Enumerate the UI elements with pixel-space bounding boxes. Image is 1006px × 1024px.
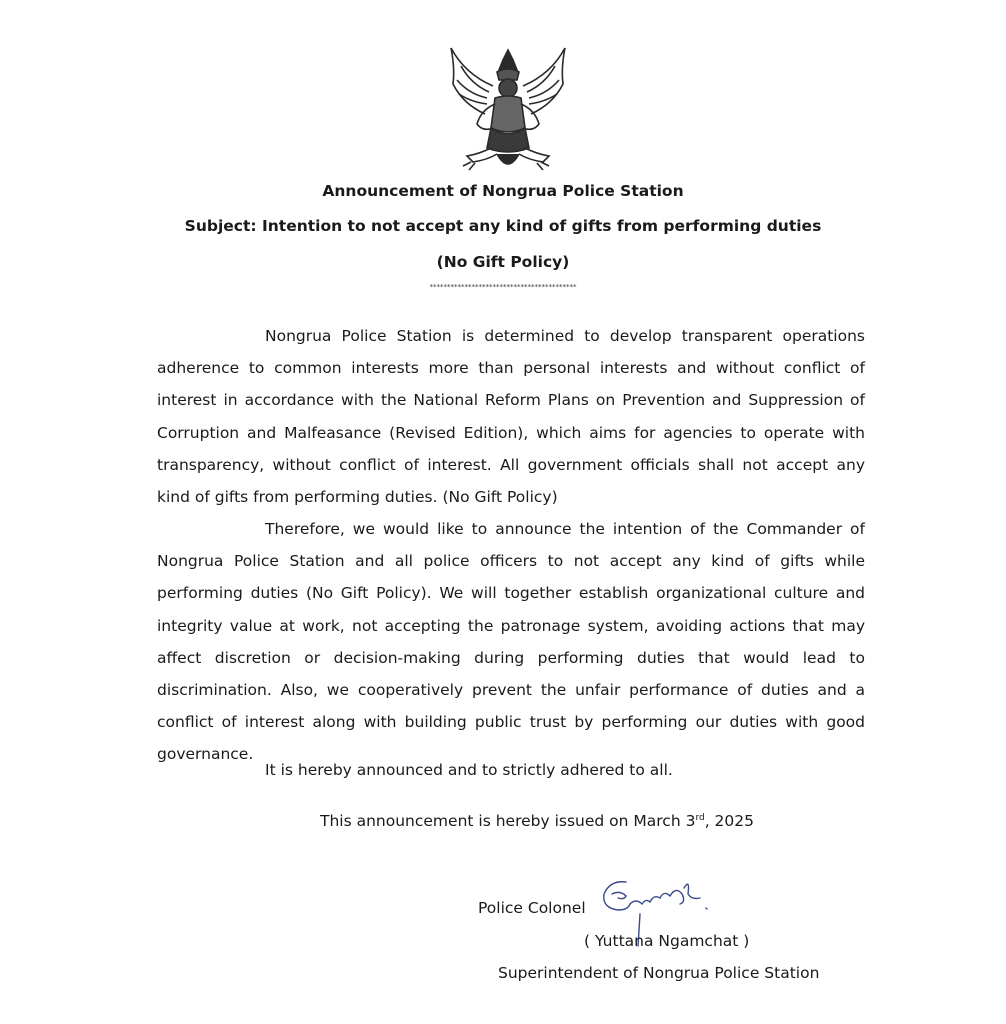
announcement-title: Announcement of Nongrua Police Station bbox=[322, 182, 684, 200]
issue-date-suffix: , 2025 bbox=[704, 812, 755, 830]
signatory-rank: Police Colonel bbox=[478, 899, 586, 917]
announced-statement: It is hereby announced and to strictly adhered to all. bbox=[265, 761, 673, 779]
paragraph-2 bbox=[157, 513, 865, 771]
paragraph-1 bbox=[157, 320, 865, 513]
policy-name: (No Gift Policy) bbox=[436, 253, 570, 271]
signatory-name: ( Yuttana Ngamchat ) bbox=[584, 932, 750, 950]
separator-line: ****************************************** bbox=[429, 283, 577, 291]
garuda-emblem-icon bbox=[443, 44, 573, 176]
paragraph-2-text: Therefore, we would like to announce the intention of the Commander of Nongrua Police Station and all police officers to not accept any kind of gifts while performing duties (No Gift Policy). We will together establish organizational culture and integrity value at work, not accepting the patronage system, avoiding actions that may affect discretion or decision-making during performing duties that would lead to discrimination. Also, we cooperatively prevent the unfair performance of duties and a conflict of interest along with building public trust by performing our duties with good governance. bbox=[157, 520, 865, 764]
issue-date-ordinal: rd bbox=[695, 812, 705, 823]
announcement-subject: Subject: Intention to not accept any kind of gifts from performing duties bbox=[184, 217, 822, 235]
issue-date-prefix: This announcement is hereby issued on March 3 bbox=[320, 812, 696, 830]
signatory-position: Superintendent of Nongrua Police Station bbox=[498, 964, 820, 982]
issue-date bbox=[320, 812, 754, 830]
paragraph-1-text: Nongrua Police Station is determined to develop transparent operations adherence to common interests more than personal interests and without conflict of interest in accordance with the National Reform Plans on Prevention and Suppression of Corruption and Malfeasance (Revised Edition), which aims for agencies to operate with transparency, without conflict of interest. All government officials shall not accept any kind of gifts from performing duties. (No Gift Policy) bbox=[157, 327, 865, 507]
